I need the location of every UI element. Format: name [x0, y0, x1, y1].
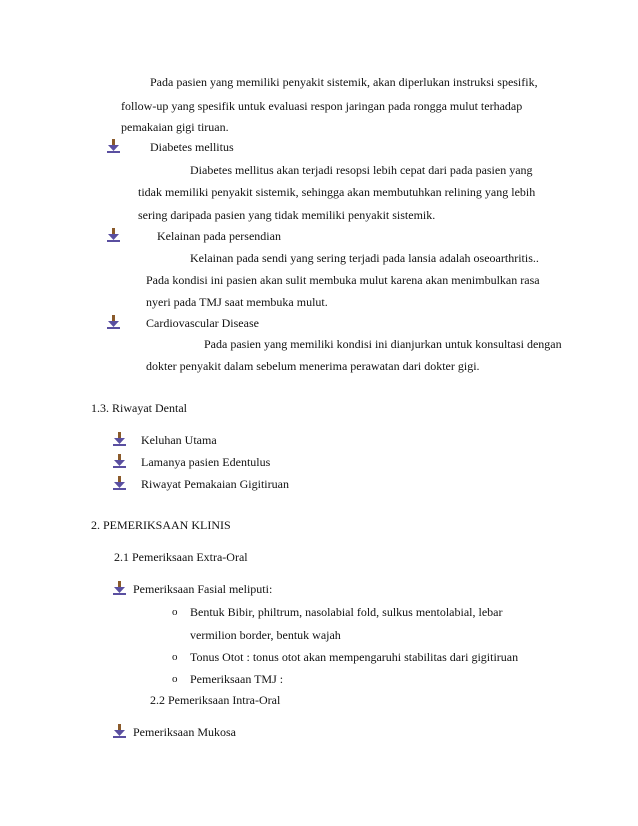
bullet-icon — [113, 454, 126, 468]
intro-line-3: pemakaian gigi tiruan. — [121, 120, 229, 134]
bullet-icon — [113, 476, 126, 490]
fasial-sub-3: Pemeriksaan TMJ : — [190, 672, 284, 686]
dental-item: Riwayat Pemakaian Gigitiruan — [141, 477, 289, 491]
circle-bullet: o — [172, 673, 178, 685]
extra-oral-heading: 2.1 Pemeriksaan Extra-Oral — [114, 550, 248, 564]
bullet-icon — [107, 139, 120, 153]
fasial-title: Pemeriksaan Fasial meliputi: — [133, 582, 273, 596]
bullet-icon — [113, 581, 126, 595]
cardio-line-2: dokter penyakit dalam sebelum menerima perawatan dari dokter gigi. — [146, 359, 480, 373]
intro-line-2: follow-up yang spesifik untuk evaluasi respon jaringan pada rongga mulut terhadap — [121, 99, 523, 113]
dental-item: Lamanya pasien Edentulus — [141, 455, 271, 469]
fasial-sub-1b: vermilion border, bentuk wajah — [190, 628, 341, 642]
sendi-line-3: nyeri pada TMJ saat membuka mulut. — [146, 295, 328, 309]
diabetes-line-3: sering daripada pasien yang tidak memiliki penyakit sistemik. — [138, 208, 436, 222]
intro-line-1: Pada pasien yang memiliki penyakit sistemik, akan diperlukan instruksi spesifik, — [150, 75, 538, 89]
klinis-heading: 2. PEMERIKSAAN KLINIS — [91, 518, 231, 532]
sendi-title: Kelainan pada persendian — [157, 229, 281, 243]
cardio-line-1: Pada pasien yang memiliki kondisi ini dianjurkan untuk konsultasi dengan — [204, 337, 562, 351]
bullet-icon — [113, 724, 126, 738]
bullet-icon — [107, 228, 120, 242]
sendi-line-2: Pada kondisi ini pasien akan sulit membuka mulut karena akan menimbulkan rasa — [146, 273, 540, 287]
bullet-icon — [113, 432, 126, 446]
dental-item: Keluhan Utama — [141, 433, 217, 447]
circle-bullet: o — [172, 606, 178, 618]
bullet-icon — [107, 315, 120, 329]
cardio-title: Cardiovascular Disease — [146, 316, 259, 330]
mukosa-title: Pemeriksaan Mukosa — [133, 725, 236, 739]
diabetes-line-1: Diabetes mellitus akan terjadi resopsi lebih cepat dari pada pasien yang — [190, 163, 533, 177]
sendi-line-1: Kelainan pada sendi yang sering terjadi pada lansia adalah oseoarthritis.. — [190, 251, 539, 265]
intra-oral-heading: 2.2 Pemeriksaan Intra-Oral — [150, 693, 281, 707]
diabetes-line-2: tidak memiliki penyakit sistemik, sehingga akan membutuhkan relining yang lebih — [138, 185, 536, 199]
fasial-sub-2: Tonus Otot : tonus otot akan mempengaruhi stabilitas dari gigitiruan — [190, 650, 519, 664]
diabetes-title: Diabetes mellitus — [150, 140, 234, 154]
circle-bullet: o — [172, 651, 178, 663]
dental-heading: 1.3. Riwayat Dental — [91, 401, 187, 415]
fasial-sub-1a: Bentuk Bibir, philtrum, nasolabial fold, sulkus mentolabial, lebar — [190, 605, 503, 619]
